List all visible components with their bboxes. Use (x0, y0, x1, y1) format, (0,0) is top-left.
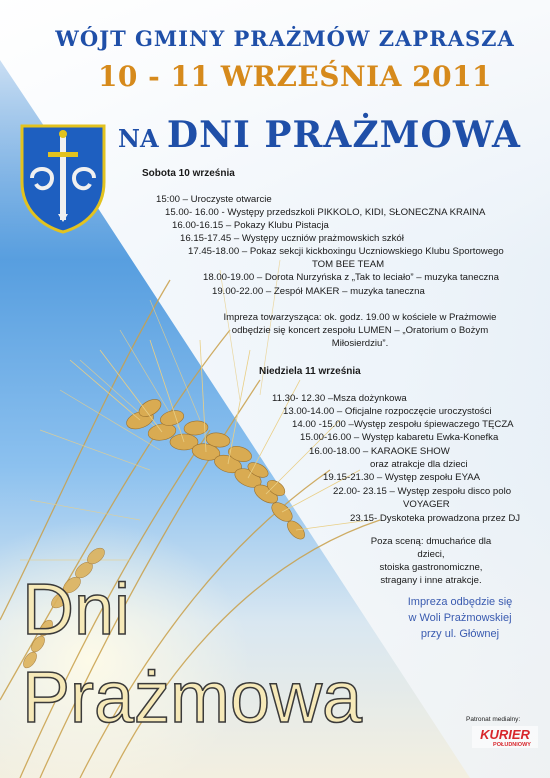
invitation-line: WÓJT GMINY PRAŻMÓW ZAPRASZA (55, 26, 515, 51)
coat-of-arms-icon (18, 122, 108, 236)
program-item: 23.15- Dyskoteka prowadzona przez DJ (350, 513, 521, 524)
program-item: 16.00-18.00 – KARAOKE SHOW (309, 446, 450, 457)
note-line: Miłosierdziu”. (331, 338, 389, 349)
event-title-prefix: NA (118, 124, 167, 153)
event-title (118, 114, 538, 156)
program-item: VOYAGER (403, 499, 450, 510)
note-line: stoiska gastronomiczne, (379, 562, 483, 573)
location-line: Impreza odbędzie się (407, 596, 513, 608)
saturday-side-event (200, 311, 520, 350)
program-item: 16.15-17.45 – Występy uczniów prażmowskich szkół (180, 233, 404, 244)
program-item: 16.00-16.15 – Pokazy Klubu Pistacja (172, 220, 329, 231)
note-line: stragany i inne atrakcje. (380, 575, 482, 586)
big-title-prazmowa: Prażmowa (22, 658, 363, 738)
location-line: przy ul. Głównej (420, 628, 500, 640)
location-info (380, 594, 540, 642)
program-item: 18.00-19.00 – Dorota Nurzyńska z „Tak to leciało” – muzyka taneczna (203, 272, 499, 283)
program-item: oraz atrakcje dla dzieci (370, 459, 468, 470)
sunday-title: Niedziela 11 września (259, 366, 361, 377)
program-item: 19.15-21.30 – Występ zespołu EYAA (323, 472, 481, 483)
program-item: 11.30- 12.30 –Msza dożynkowa (272, 393, 407, 404)
program-item: 17.45-18.00 – Pokaz sekcji kickboxingu Uczniowskiego Klubu Sportowego (188, 246, 504, 257)
note-line: Impreza towarzysząca: ok. godz. 19.00 w kościele w Prażmowie (223, 312, 497, 323)
program-item: 19.00-22.00 – Zespół MAKER – muzyka taneczna (212, 286, 425, 297)
logo-subtext: POŁUDNIOWY (493, 742, 531, 748)
program-item: 14.00 -15.00 –Występ zespołu śpiewaczego TĘCZA (292, 419, 514, 430)
logo-text: KURIER (480, 727, 530, 742)
sponsor-label: Patronat medialny: (466, 716, 521, 723)
event-dates: 10 - 11 WRZEŚNIA 2011 (97, 60, 493, 93)
big-title-dni: Dni (22, 570, 131, 650)
note-line: Poza sceną: dmuchańce dla dzieci, (370, 536, 492, 560)
program-item: TOM BEE TEAM (312, 259, 385, 270)
kurier-poludniowy-logo (472, 726, 538, 748)
program-item: 15.00- 16.00 - Występy przedszkoli PIKKOLO, KIDI, SŁONECZNA KRAINA (165, 207, 486, 218)
program-item: 15.00-16.00 – Występ kabaretu Ewka-Konefka (300, 432, 499, 443)
sunday-attractions (356, 535, 506, 587)
location-line: w Woli Prażmowskiej (408, 612, 512, 624)
event-title-main: DNI PRAŻMOWA (166, 114, 521, 156)
program-item: 22.00- 23.15 – Występ zespołu disco polo (333, 486, 512, 497)
program-item: 13.00-14.00 – Oficjalne rozpoczęcie uroczystości (283, 406, 492, 417)
saturday-title: Sobota 10 września (142, 168, 235, 179)
program-item: 15:00 – Uroczyste otwarcie (156, 194, 272, 205)
note-line: odbędzie się koncert zespołu LUMEN – „Oratorium o Bożym (231, 325, 489, 336)
